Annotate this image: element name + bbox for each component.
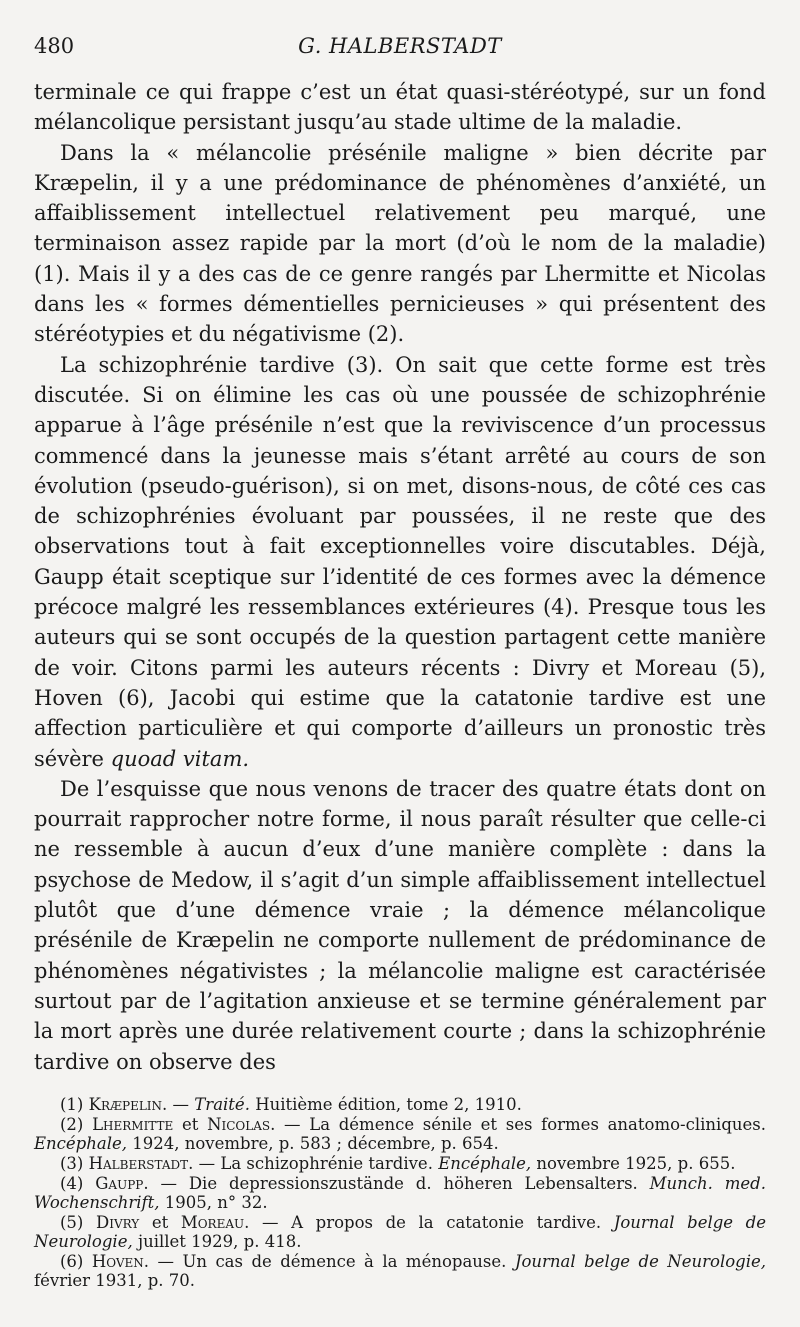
page-number: 480 xyxy=(34,34,75,58)
footnote-number: (5) xyxy=(60,1212,84,1232)
footnote-article: A propos de la catatonie tardive. xyxy=(291,1212,614,1232)
paragraph-text: La schizophrénie tardive (3). On sait que cette forme est très discutée. Si on élimine les cas où une poussée de schizophrénie apparue à l’âge présénile n’est que la reviviscence d’un processus commencé dans la jeunesse mais s’étant arrêté au cours de son évolution (pseudo-guérison), si on met, disons-nous, de côté ces cas de schizophrénies évoluant par poussées, il ne reste que des observations tout à fait exceptionnelles voire discutables. Déjà, Gaupp était sceptique sur l’identité de ces formes avec la démence précoce malgré les ressemblances extérieures (4). Presque tous les auteurs qui se sont occupés de la question partagent cette manière de voir. Citons parmi les auteurs récents : Divry et Moreau (5), Hoven (6), Jacobi qui estime que la catatonie tardive est une affection particulière et qui comporte d’ailleurs un pronostic très sévère xyxy=(34,352,766,771)
footnote-article: La démence sénile et ses formes anatomo-cliniques. xyxy=(309,1114,766,1134)
footnote-join: et xyxy=(139,1212,181,1232)
footnote-dash: — xyxy=(148,1173,189,1193)
footnote-join: et xyxy=(173,1114,208,1134)
paragraph-conclusion: De l’esquisse que nous venons de tracer des quatre états dont on pourrait rapprocher notre forme, il nous paraît résulter que celle-ci ne ressemble à aucun d’eux d’une manière complète : dans la psychose de Medow, il s’agit d’un simple affaiblissement intellectuel plutôt que d’une démence vraie ; la démence mélancolique présénile de Kræpelin ne comporte nullement de prédominance de phénomènes négativistes ; la mélancolie maligne est caractérisée surtout par de l’agitation anxieuse et se termine généralement par la mort après une durée relativement courte ; dans la schizophrénie tardive on observe des xyxy=(34,776,766,1074)
footnote-details: 1905, n° 32. xyxy=(159,1192,268,1212)
footnote-author: Gaupp. xyxy=(95,1173,149,1193)
footnote-3 xyxy=(34,1154,766,1173)
footnote-title: Journal belge de Neurologie, xyxy=(514,1251,766,1271)
footnote-author: Divry xyxy=(95,1212,140,1232)
footnote-title: Journal belge de Neurologie, xyxy=(34,1212,766,1251)
footnote-author: Halberstadt. xyxy=(88,1153,194,1173)
running-head: G. HALBERSTADT xyxy=(298,34,502,58)
footnote-2 xyxy=(34,1115,766,1153)
footnote-number: (6) xyxy=(60,1251,84,1271)
footnote-dash: — xyxy=(149,1251,183,1271)
footnote-number: (4) xyxy=(60,1173,84,1193)
paragraph-continuation: terminale ce qui frappe c’est un état quasi-stéréotypé, sur un fond mélancolique persistant jusqu’au stade ultime de la maladie. xyxy=(34,80,766,135)
latin-phrase: quoad vitam. xyxy=(110,746,250,771)
footnote-number: (2) xyxy=(60,1114,84,1134)
footnote-details: février 1931, p. 70. xyxy=(34,1270,196,1290)
footnote-article: Die depressionszustände d. höheren Lebensalters. xyxy=(188,1173,650,1193)
footnote-number: (1) xyxy=(60,1094,84,1114)
footnote-1 xyxy=(34,1095,766,1114)
footnote-5 xyxy=(34,1213,766,1251)
footnote-article: Un cas de démence à la ménopause. xyxy=(182,1251,515,1271)
footnotes xyxy=(34,1095,766,1290)
footnote-title: Traité. xyxy=(194,1094,250,1114)
footnote-dash: — xyxy=(193,1153,221,1173)
footnote-author: Kræpelin. xyxy=(88,1094,168,1114)
footnote-author-2: Moreau. xyxy=(180,1212,250,1232)
footnote-dash: — xyxy=(249,1212,292,1232)
footnote-details: Huitième édition, tome 2, 1910. xyxy=(249,1094,522,1114)
paragraph-melancolie-maligne: Dans la « mélancolie présénile maligne » bien décrite par Kræpelin, il y a une prédominance de phénomènes d’anxiété, un affaiblissement intellectuel relativement peu marqué, une terminaison assez rapide par la mort (d’où le nom de la maladie) (1). Mais il y a des cas de ce genre rangés par Lhermitte et Nicolas dans les « formes démentielles pernicieuses » qui présentent des stéréotypies et du négativisme (2). xyxy=(34,140,766,347)
footnote-details: novembre 1925, p. 655. xyxy=(531,1153,736,1173)
footnote-article: La schizophrénie tardive. xyxy=(220,1153,439,1173)
footnote-dash: — xyxy=(167,1094,195,1114)
paragraph-schizophrenie-tardive xyxy=(34,350,766,774)
footnote-number: (3) xyxy=(60,1153,84,1173)
footnote-title: Encéphale, xyxy=(34,1133,127,1153)
footnote-author: Hoven. xyxy=(91,1251,150,1271)
footnote-details: 1924, novembre, p. 583 ; décembre, p. 654. xyxy=(127,1133,499,1153)
body-text xyxy=(34,77,766,1077)
footnote-title: Munch. med. Wochenschrift, xyxy=(34,1173,766,1212)
footnote-dash: — xyxy=(275,1114,310,1134)
footnote-title: Encéphale, xyxy=(438,1153,532,1173)
footnote-details: juillet 1929, p. 418. xyxy=(132,1231,302,1251)
page-header xyxy=(34,32,766,60)
footnote-6 xyxy=(34,1252,766,1290)
footnote-author: Lhermitte xyxy=(92,1114,174,1134)
footnote-4 xyxy=(34,1174,766,1212)
footnote-author-2: Nicolas. xyxy=(207,1114,276,1134)
